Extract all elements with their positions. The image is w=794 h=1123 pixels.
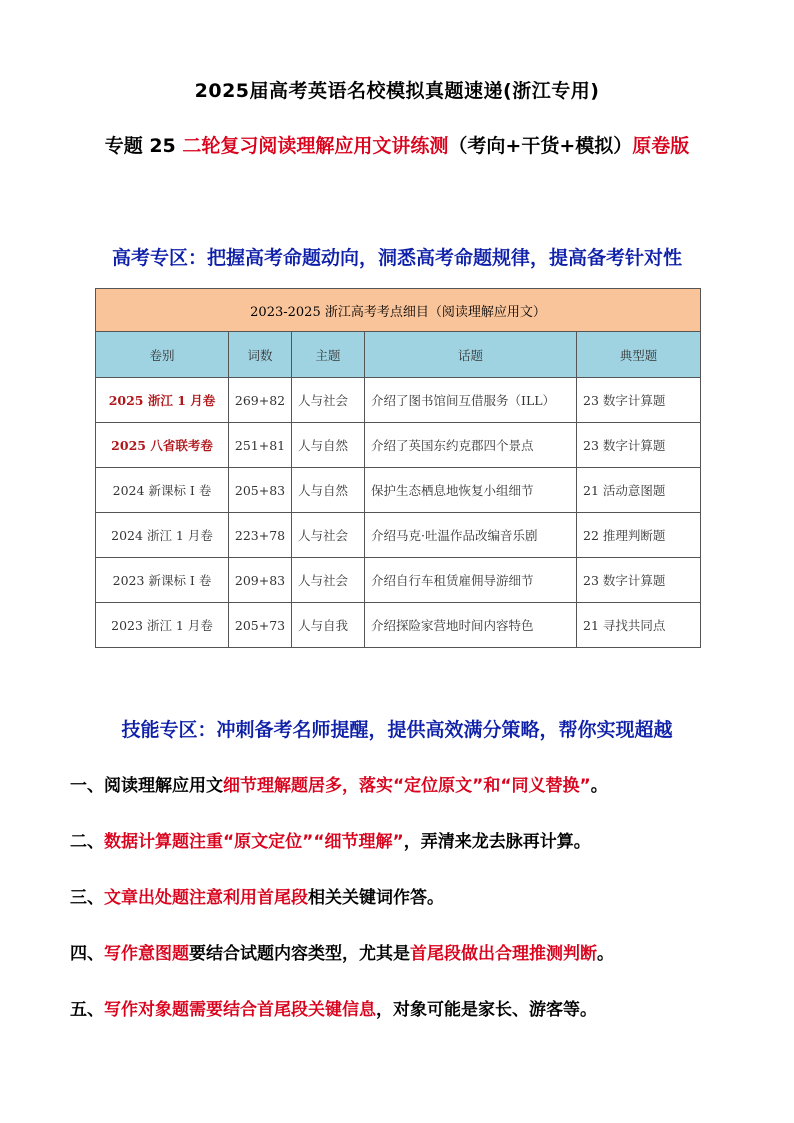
column-header: 典型题 <box>577 332 701 378</box>
table-cell-paper: 2025 八省联考卷 <box>96 423 229 468</box>
table-cell-theme: 人与社会 <box>292 378 365 423</box>
table-cell-topic: 介绍马克·吐温作品改编音乐剧 <box>365 513 577 558</box>
tip-text: 。 <box>597 944 614 964</box>
tip-item <box>70 995 770 1020</box>
tip-number: 四、 <box>70 944 104 964</box>
table-row <box>96 423 701 468</box>
table-cell-typical: 21 寻找共同点 <box>577 603 701 648</box>
table-cell-typical: 23 数字计算题 <box>577 423 701 468</box>
subtitle-middle: （考向+干货+模拟） <box>448 135 633 157</box>
table-cell-topic: 介绍探险家营地时间内容特色 <box>365 603 577 648</box>
table-cell-typical: 21 活动意图题 <box>577 468 701 513</box>
table-row <box>96 468 701 513</box>
zone1-heading: 高考专区：把握高考命题动向，洞悉高考命题规律，提高备考针对性 <box>111 247 682 269</box>
tip-item <box>70 771 770 796</box>
table-cell-paper: 2023 新课标 I 卷 <box>96 558 229 603</box>
table-cell-topic: 保护生态栖息地恢复小组细节 <box>365 468 577 513</box>
exam-points-table <box>95 288 701 648</box>
tip-item <box>70 939 770 964</box>
table-row <box>96 378 701 423</box>
table-cell-theme: 人与自然 <box>292 423 365 468</box>
subtitle-suffix: 原卷版 <box>632 135 690 157</box>
document-title: 2025届高考英语名校模拟真题速递(浙江专用) <box>194 80 600 102</box>
table-cell-words: 209+83 <box>229 558 292 603</box>
column-header: 主题 <box>292 332 365 378</box>
tip-highlight-text: 细节理解题居多，落实“定位原文”和“同义替换” <box>223 776 591 796</box>
tip-item <box>70 883 770 908</box>
tip-item <box>70 827 770 852</box>
tip-number: 一、 <box>70 776 104 796</box>
table-cell-theme: 人与自我 <box>292 603 365 648</box>
subtitle-prefix: 专题 25 <box>104 135 183 157</box>
column-header: 卷别 <box>96 332 229 378</box>
tip-highlight-text: 写作对象题需要结合首尾段关键信息 <box>104 1000 376 1020</box>
tip-text: 。 <box>590 776 608 796</box>
table-row <box>96 558 701 603</box>
tip-number: 三、 <box>70 888 104 908</box>
table-cell-words: 223+78 <box>229 513 292 558</box>
tip-highlight-text: 写作意图题 <box>104 944 189 964</box>
tip-highlight-text: 数据计算题注重“原文定位”“细节理解” <box>104 832 404 852</box>
tip-number: 二、 <box>70 832 104 852</box>
table-cell-theme: 人与社会 <box>292 558 365 603</box>
column-header: 话题 <box>365 332 577 378</box>
column-header: 词数 <box>229 332 292 378</box>
table-cell-typical: 22 推理判断题 <box>577 513 701 558</box>
zone2-heading: 技能专区：冲刺备考名师提醒，提供高效满分策略，帮你实现超越 <box>121 719 673 741</box>
table-cell-topic: 介绍自行车租赁雇佣导游细节 <box>365 558 577 603</box>
table-cell-words: 251+81 <box>229 423 292 468</box>
table-cell-words: 205+73 <box>229 603 292 648</box>
table-cell-typical: 23 数字计算题 <box>577 558 701 603</box>
tip-text: 阅读理解应用文 <box>104 776 223 796</box>
table-cell-theme: 人与自然 <box>292 468 365 513</box>
table-cell-topic: 介绍了图书馆间互借服务（ILL） <box>365 378 577 423</box>
table-header-row <box>96 332 701 378</box>
tip-highlight-text: 首尾段做出合理推测判断 <box>410 944 597 964</box>
tip-text: ，弄清来龙去脉再计算。 <box>403 832 591 852</box>
table-cell-words: 269+82 <box>229 378 292 423</box>
table-cell-paper: 2025 浙江 1 月卷 <box>96 378 229 423</box>
tip-number: 五、 <box>70 1000 104 1020</box>
table-cell-paper: 2023 浙江 1 月卷 <box>96 603 229 648</box>
table-cell-paper: 2024 新课标 I 卷 <box>96 468 229 513</box>
table-cell-words: 205+83 <box>229 468 292 513</box>
table-row <box>96 513 701 558</box>
tip-text: 相关关键词作答。 <box>308 888 444 908</box>
table-cell-typical: 23 数字计算题 <box>577 378 701 423</box>
subtitle-topic: 二轮复习阅读理解应用文讲练测 <box>182 135 449 157</box>
tip-text: ，对象可能是家长、游客等。 <box>376 1000 597 1020</box>
table-cell-theme: 人与社会 <box>292 513 365 558</box>
tip-highlight-text: 文章出处题注意利用首尾段 <box>104 888 308 908</box>
table-cell-topic: 介绍了英国东约克郡四个景点 <box>365 423 577 468</box>
document-subtitle <box>0 131 794 158</box>
table-row <box>96 603 701 648</box>
table-cell-paper: 2024 浙江 1 月卷 <box>96 513 229 558</box>
table-caption-row <box>96 289 701 332</box>
table-body <box>96 378 701 648</box>
tip-text: 要结合试题内容类型，尤其是 <box>189 944 410 964</box>
table-caption: 2023-2025 浙江高考考点细目（阅读理解应用文） <box>96 289 701 332</box>
